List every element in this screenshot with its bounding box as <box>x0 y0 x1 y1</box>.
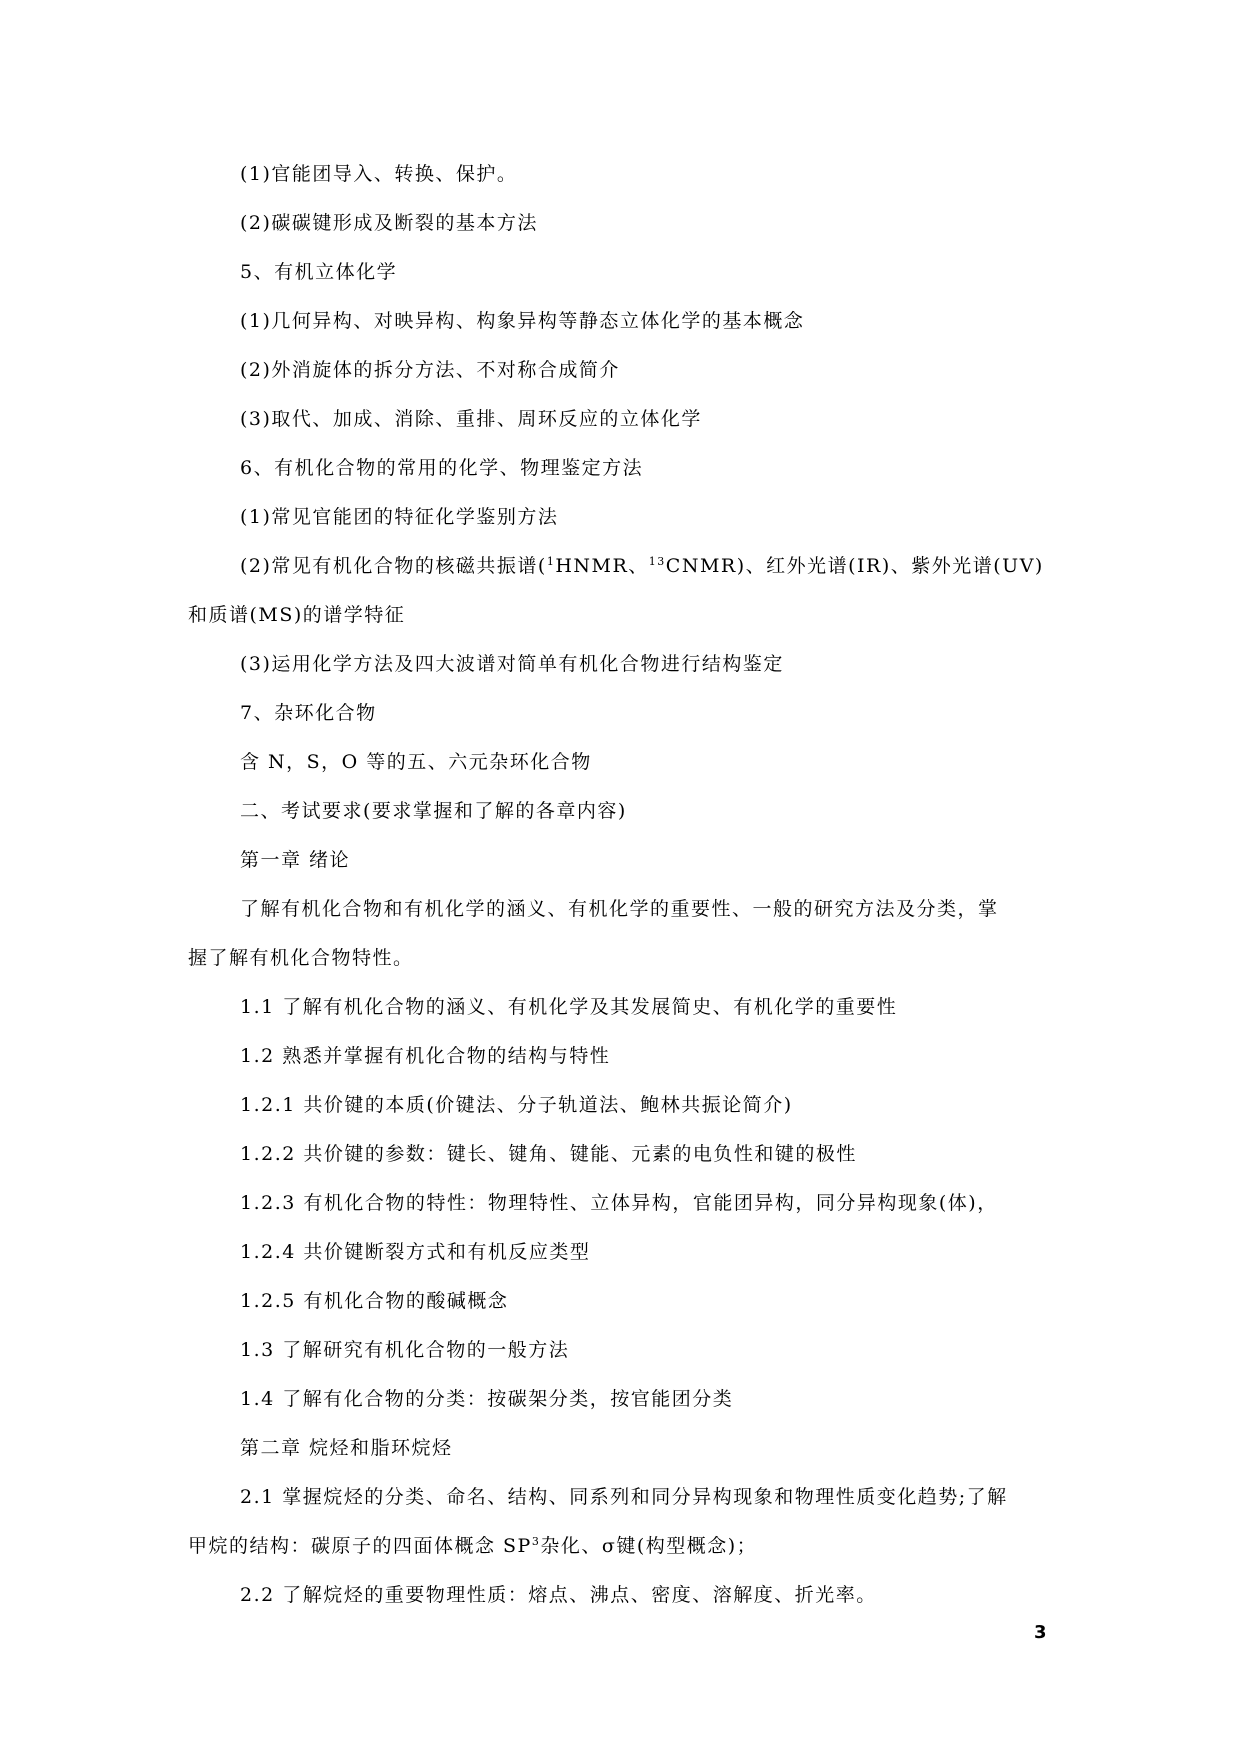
text-line: 2.2 了解烷烃的重要物理性质：熔点、沸点、密度、溶解度、折光率。 <box>240 1584 877 1606</box>
text-line: 1.2.1 共价键的本质(价键法、分子轨道法、鲍林共振论简介) <box>240 1094 793 1116</box>
text-line <box>188 1534 757 1558</box>
text-line: (2)碳碳键形成及断裂的基本方法 <box>240 212 538 234</box>
text-line: (1)几何异构、对映异构、构象异构等静态立体化学的基本概念 <box>240 310 805 332</box>
text-line: (2)外消旋体的拆分方法、不对称合成简介 <box>240 359 620 381</box>
text-line: 1.4 了解有化合物的分类：按碳架分类，按官能团分类 <box>240 1388 734 1410</box>
superscript: 3 <box>531 1535 541 1548</box>
text-line: (1)常见官能团的特征化学鉴别方法 <box>240 506 559 528</box>
text-line: 握了解有机化合物特性。 <box>188 947 414 969</box>
text-segment: 甲烷的结构：碳原子的四面体概念 SP <box>188 1535 532 1557</box>
text-line: 1.2.2 共价键的参数：键长、键角、键能、元素的电负性和键的极性 <box>240 1143 857 1165</box>
text-line: 1.2.4 共价键断裂方式和有机反应类型 <box>240 1241 591 1263</box>
text-segment: CNMR)、红外光谱(IR)、紫外光谱(UV) <box>665 555 1044 577</box>
text-segment: HNMR、 <box>555 555 649 577</box>
text-line: 含 N，S，O 等的五、六元杂环化合物 <box>240 751 592 773</box>
superscript: 13 <box>648 555 666 568</box>
text-line: (3)取代、加成、消除、重排、周环反应的立体化学 <box>240 408 702 430</box>
section-heading: 二、考试要求(要求掌握和了解的各章内容) <box>240 800 627 822</box>
text-line: 1.3 了解研究有机化合物的一般方法 <box>240 1339 570 1361</box>
text-line: 1.2.3 有机化合物的特性：物理特性、立体异构，官能团异构，同分异构现象(体)， <box>240 1192 998 1214</box>
text-line: (1)官能团导入、转换、保护。 <box>240 163 518 185</box>
text-line: 了解有机化合物和有机化学的涵义、有机化学的重要性、一般的研究方法及分类，掌 <box>240 898 999 920</box>
text-line: 1.2.5 有机化合物的酸碱概念 <box>240 1290 509 1312</box>
text-line: 和质谱(MS)的谱学特征 <box>188 604 406 626</box>
section-heading: 5、有机立体化学 <box>240 261 398 283</box>
section-heading: 6、有机化合物的常用的化学、物理鉴定方法 <box>240 457 644 479</box>
text-segment: (2)常见有机化合物的核磁共振谱( <box>240 555 547 577</box>
text-line: 1.2 熟悉并掌握有机化合物的结构与特性 <box>240 1045 611 1067</box>
chapter-heading: 第一章 绪论 <box>240 849 351 871</box>
text-line: (3)运用化学方法及四大波谱对简单有机化合物进行结构鉴定 <box>240 653 784 675</box>
page-number: 3 <box>1034 1622 1047 1643</box>
text-line: 2.1 掌握烷烃的分类、命名、结构、同系列和同分异构现象和物理性质变化趋势;了解 <box>240 1486 1008 1508</box>
text-segment: 杂化、σ键(构型概念)； <box>540 1535 758 1557</box>
section-heading: 7、杂环化合物 <box>240 702 377 724</box>
text-line <box>240 554 1044 578</box>
text-line: 1.1 了解有机化合物的涵义、有机化学及其发展简史、有机化学的重要性 <box>240 996 898 1018</box>
chapter-heading: 第二章 烷烃和脂环烷烃 <box>240 1437 453 1459</box>
superscript: 1 <box>546 555 556 568</box>
